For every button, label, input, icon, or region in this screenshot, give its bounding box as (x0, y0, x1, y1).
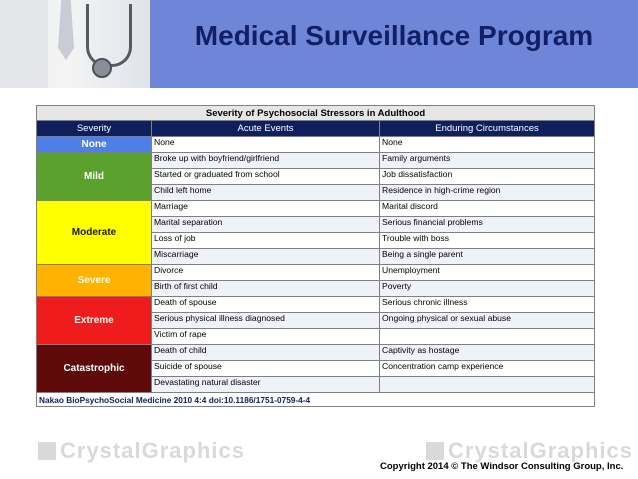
acute-cell: Marital separation (152, 217, 380, 233)
watermark-text-left: CrystalGraphics (60, 438, 245, 463)
crystalgraphics-logo-icon (38, 442, 56, 460)
stethoscope-bell-icon (92, 58, 112, 78)
stressor-table (36, 105, 595, 407)
acute-cell: Birth of first child (152, 281, 380, 297)
enduring-cell: Residence in high-crime region (380, 185, 595, 201)
table-row (37, 201, 595, 217)
severity-cell-severe: Severe (37, 265, 152, 297)
acute-cell: Broke up with boyfriend/girlfriend (152, 153, 380, 169)
acute-cell: Suicide of spouse (152, 361, 380, 377)
enduring-cell: Unemployment (380, 265, 595, 281)
acute-cell: Child left home (152, 185, 380, 201)
enduring-cell (380, 377, 595, 393)
table-row (37, 137, 595, 153)
enduring-cell: None (380, 137, 595, 153)
severity-cell-moderate: Moderate (37, 201, 152, 265)
header-severity: Severity (37, 121, 152, 137)
stethoscope-icon (86, 4, 132, 67)
stressor-table-container (36, 105, 594, 407)
enduring-cell: Trouble with boss (380, 233, 595, 249)
table-row (37, 297, 595, 313)
enduring-cell: Job dissatisfaction (380, 169, 595, 185)
header-acute-events: Acute Events (152, 121, 380, 137)
crystalgraphics-logo-icon (426, 442, 444, 460)
acute-cell: Marriage (152, 201, 380, 217)
watermark-left (38, 438, 245, 464)
copyright-text: Copyright 2014 © The Windsor Consulting Group, Inc. (380, 461, 624, 472)
acute-cell: Death of child (152, 345, 380, 361)
acute-cell: Divorce (152, 265, 380, 281)
enduring-cell: Ongoing physical or sexual abuse (380, 313, 595, 329)
table-row (37, 265, 595, 281)
table-row (37, 153, 595, 169)
table-body (37, 137, 595, 393)
enduring-cell: Family arguments (380, 153, 595, 169)
header-enduring-circumstances: Enduring Circumstances (380, 121, 595, 137)
slide-title: Medical Surveillance Program (194, 20, 594, 51)
enduring-cell: Serious financial problems (380, 217, 595, 233)
tie-shape (58, 0, 74, 60)
doctor-photo (0, 0, 150, 88)
enduring-cell: Poverty (380, 281, 595, 297)
acute-cell: Death of spouse (152, 297, 380, 313)
watermark-text-right: CrystalGraphics (448, 438, 633, 463)
acute-cell: Loss of job (152, 233, 380, 249)
acute-cell: None (152, 137, 380, 153)
enduring-cell: Serious chronic illness (380, 297, 595, 313)
severity-cell-none: None (37, 137, 152, 153)
acute-cell: Devastating natural disaster (152, 377, 380, 393)
acute-cell: Started or graduated from school (152, 169, 380, 185)
enduring-cell: Being a single parent (380, 249, 595, 265)
severity-cell-catastrophic: Catastrophic (37, 345, 152, 393)
enduring-cell: Concentration camp experience (380, 361, 595, 377)
table-footnote: Nakao BioPsychoSocial Medicine 2010 4:4 doi:10.1186/1751-0759-4-4 (37, 393, 595, 407)
table-caption: Severity of Psychosocial Stressors in Adulthood (37, 106, 595, 121)
acute-cell: Serious physical illness diagnosed (152, 313, 380, 329)
acute-cell: Victim of rape (152, 329, 380, 345)
severity-cell-extreme: Extreme (37, 297, 152, 345)
lab-coat-shape (0, 0, 48, 88)
acute-cell: Miscarriage (152, 249, 380, 265)
severity-cell-mild: Mild (37, 153, 152, 201)
enduring-cell: Marital discord (380, 201, 595, 217)
table-row (37, 345, 595, 361)
enduring-cell: Captivity as hostage (380, 345, 595, 361)
enduring-cell (380, 329, 595, 345)
